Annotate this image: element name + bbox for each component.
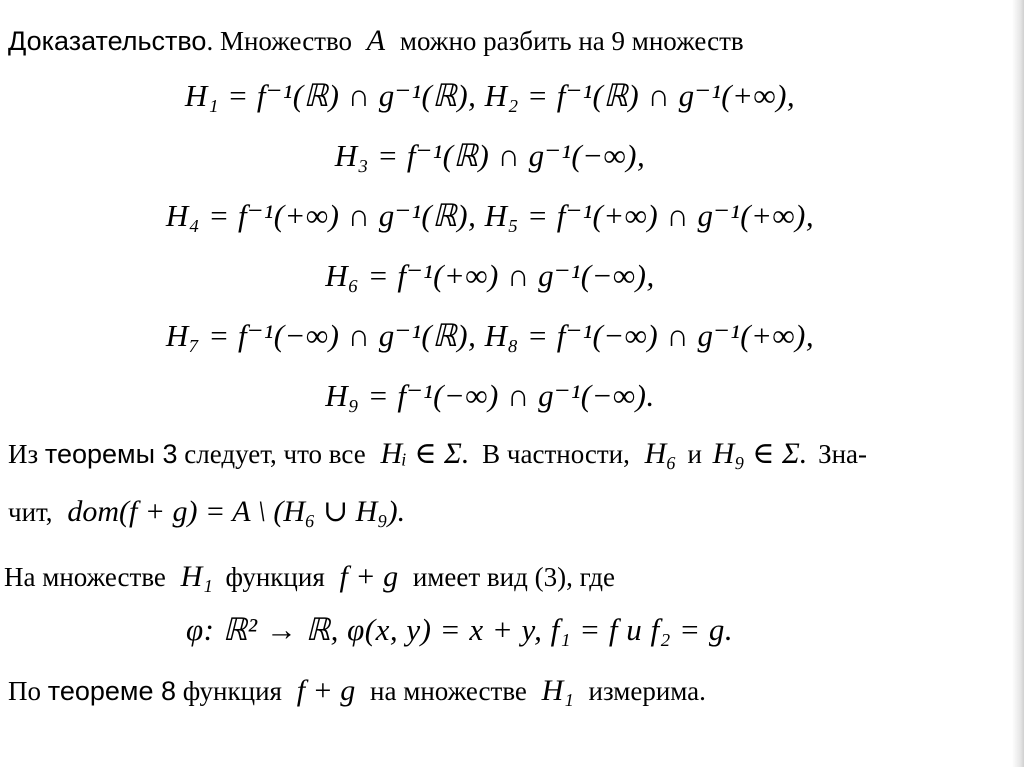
set-definition-4: H₆ = f⁻¹(+∞) ∩ g⁻¹(−∞), (325, 258, 655, 293)
page-edge-shadow (1012, 0, 1024, 767)
paragraph-theorem3-cont (8, 494, 405, 529)
p3-math-1: H₁ (180, 560, 213, 593)
theorem8-ref: теореме 8 (47, 676, 176, 706)
p3-text-3: имеет вид (3), где (412, 562, 616, 592)
theorem3-ref: теоремы 3 (44, 439, 178, 469)
set-definition-1: H₁ = f⁻¹(ℝ) ∩ g⁻¹(ℝ), H₂ = f⁻¹(ℝ) ∩ g⁻¹(+∞), (184, 78, 796, 113)
p2-text-3: В частности, (482, 439, 630, 469)
p2-text-1: Из (8, 439, 39, 469)
intro-var: A (366, 24, 386, 57)
intro-rest: можно разбить на 9 множеств (399, 26, 744, 56)
p4-text-2: функция (182, 676, 282, 706)
set-definition-3: H₄ = f⁻¹(+∞) ∩ g⁻¹(ℝ), H₅ = f⁻¹(+∞) ∩ g⁻¹(+∞), (165, 198, 815, 233)
set-definition-2: H₃ = f⁻¹(ℝ) ∩ g⁻¹(−∞), (334, 138, 646, 173)
p2-math-4: dom(f + g) = A \ (H₆ ∪ H₉). (67, 495, 406, 528)
p3-text-2: функция (225, 562, 325, 592)
p2-text-4: и (687, 439, 702, 469)
p2-math-2: H₆ (644, 437, 677, 470)
phi-formula: φ: ℝ² → ℝ, φ(x, y) = x + y, f₁ = f и f₂ = g. (186, 612, 734, 647)
p4-text-1: По (8, 676, 41, 706)
p2-text-6: чит, (8, 497, 53, 527)
proof-heading: Доказательство (8, 26, 207, 56)
set-definition-5: H₇ = f⁻¹(−∞) ∩ g⁻¹(ℝ), H₈ = f⁻¹(−∞) ∩ g⁻¹(+∞), (165, 318, 815, 353)
p2-math-3: H₉ ∈ Σ. (712, 437, 808, 470)
p4-math-1: f + g (296, 674, 356, 707)
p3-text-1: На множестве (4, 562, 166, 592)
p2-math-1: Hᵢ ∈ Σ. (380, 437, 470, 470)
p2-text-5: Зна- (818, 439, 868, 469)
p3-math-2: f + g (339, 560, 399, 593)
intro-line (8, 24, 744, 58)
p4-math-2: H₁ (541, 674, 574, 707)
p4-text-3: на множестве (370, 676, 527, 706)
p2-text-2: следует, что все (184, 439, 366, 469)
paragraph-h1 (4, 560, 615, 594)
p4-text-4: измерима. (588, 676, 706, 706)
paragraph-theorem3 (8, 436, 867, 471)
intro-text: . Множество (206, 26, 353, 56)
paragraph-theorem8 (8, 674, 706, 708)
set-definition-6: H₉ = f⁻¹(−∞) ∩ g⁻¹(−∞). (325, 378, 655, 413)
